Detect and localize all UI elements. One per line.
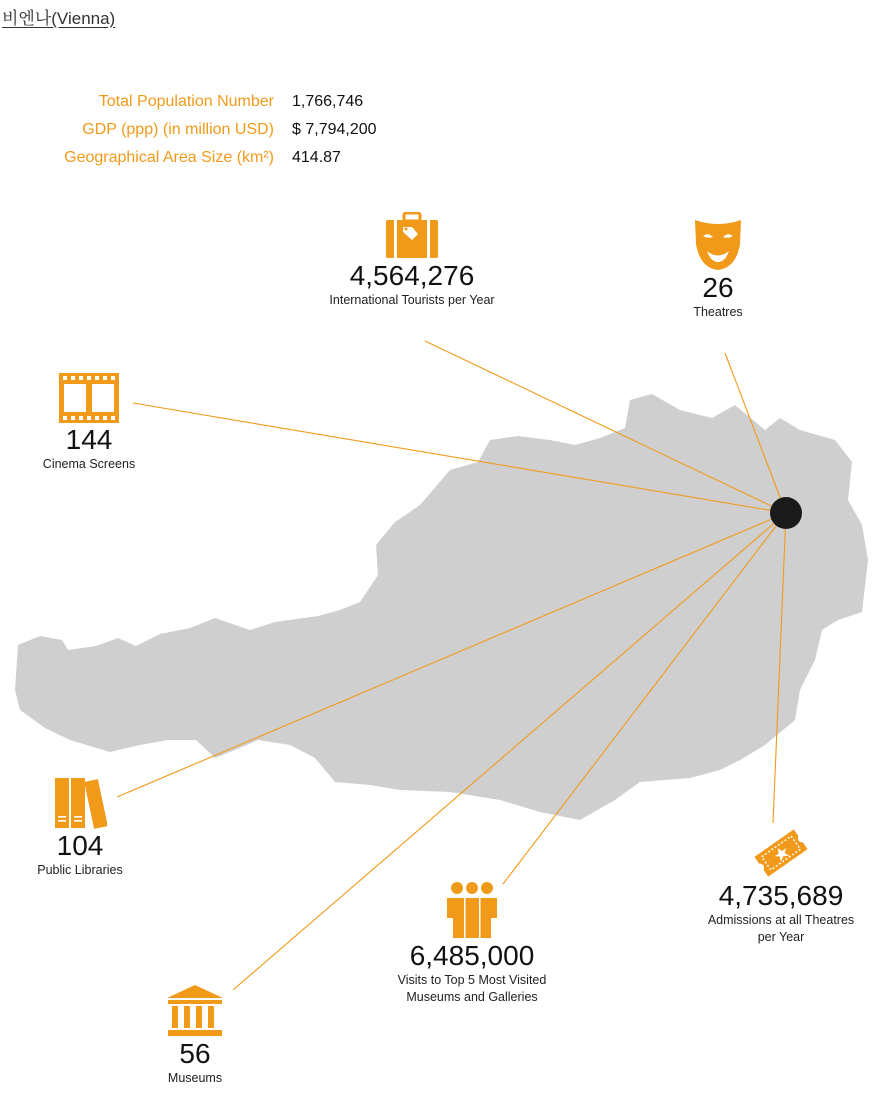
metric-label: International Tourists per Year xyxy=(329,293,495,307)
film-strip-icon xyxy=(58,372,120,424)
metric-value: 56 xyxy=(179,1038,211,1069)
metric-label-line2: Museums and Galleries xyxy=(406,990,538,1004)
page-title: 비엔나(Vienna) xyxy=(2,9,116,28)
metric-value: 144 xyxy=(65,424,113,455)
metric-libraries xyxy=(20,776,140,879)
metric-label-line1: Admissions at all Theatres xyxy=(707,913,855,927)
ticket-icon xyxy=(751,826,811,880)
metric-theatres xyxy=(668,218,768,321)
museum-icon xyxy=(165,984,225,1038)
metric-museums xyxy=(145,984,245,1087)
stat-label: Geographical Area Size (km²) xyxy=(64,149,274,166)
metric-value: 6,485,000 xyxy=(409,940,535,971)
metric-value: 26 xyxy=(702,272,734,303)
theatre-mask-icon xyxy=(692,218,744,272)
metric-value: 4,564,276 xyxy=(349,260,475,291)
metric-label-line2: per Year xyxy=(757,930,805,944)
people-group-icon xyxy=(445,880,499,940)
metric-label: Public Libraries xyxy=(37,863,123,877)
stat-value: $ 7,794,200 xyxy=(292,121,377,138)
stat-label: GDP (ppp) (in million USD) xyxy=(82,121,274,138)
metric-label: Museums xyxy=(167,1071,223,1085)
metric-tourists xyxy=(302,212,522,309)
metric-value: 4,735,689 xyxy=(718,880,844,911)
metric-admissions xyxy=(686,826,876,946)
metric-label: Theatres xyxy=(693,305,743,319)
metric-label-line1: Visits to Top 5 Most Visited xyxy=(397,973,547,987)
metric-label: Cinema Screens xyxy=(42,457,136,471)
vienna-marker xyxy=(770,497,802,529)
metric-visits xyxy=(372,880,572,1006)
suitcase-icon xyxy=(384,212,440,260)
stat-value: 1,766,746 xyxy=(292,93,364,110)
metric-cinema xyxy=(24,372,154,473)
stat-label: Total Population Number xyxy=(98,93,274,110)
metric-value: 104 xyxy=(56,830,104,861)
books-icon xyxy=(53,776,107,830)
stat-value: 414.87 xyxy=(292,149,341,166)
